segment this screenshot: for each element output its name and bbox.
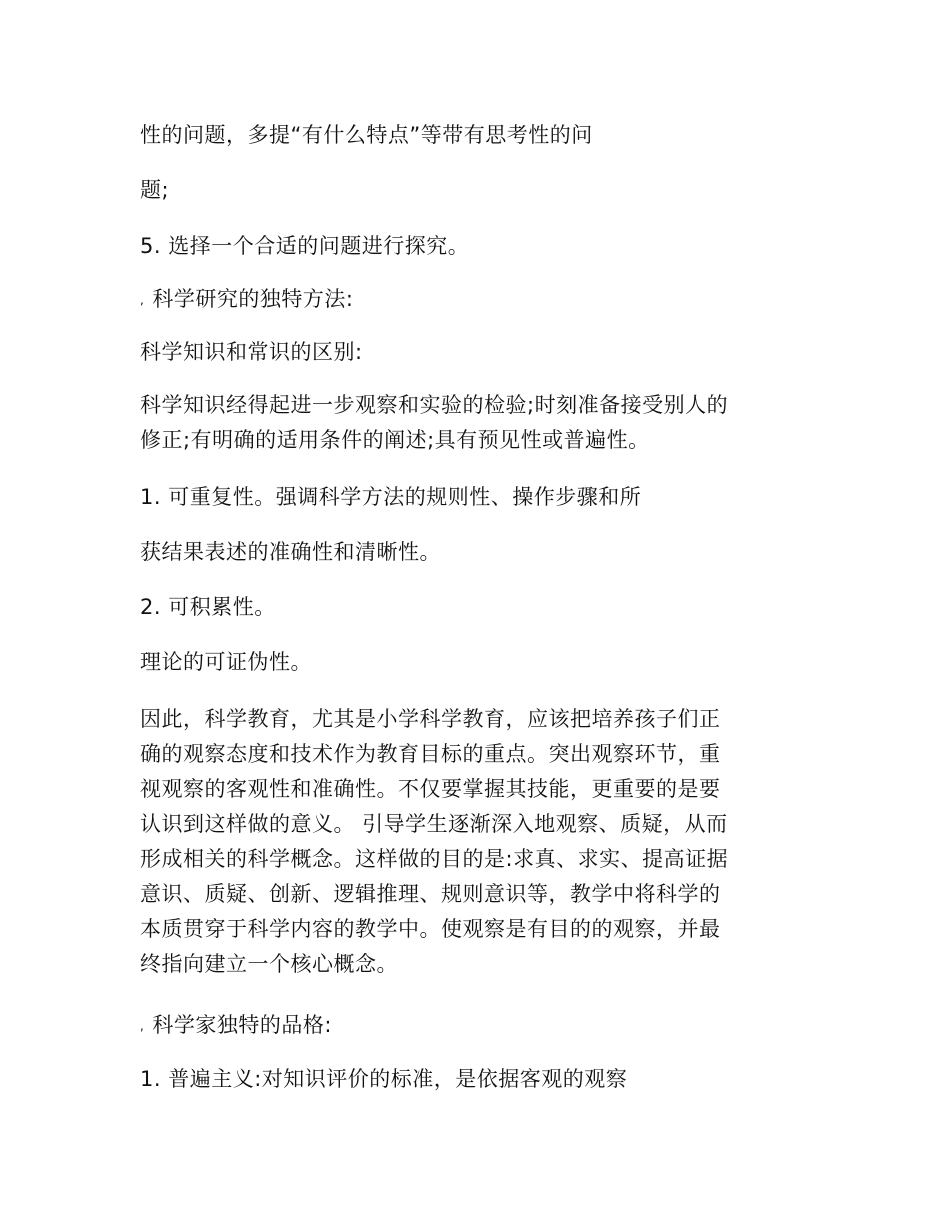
text-line: 终指向建立一个核心概念。: [140, 952, 398, 976]
paragraph-questions-end: 题;: [140, 178, 170, 202]
paragraph-science-education: [140, 702, 820, 982]
heading-scientific-method: [140, 282, 820, 318]
list-item-1-repeatability: 1. 可重复性。强调科学方法的规则性、操作步骤和所: [140, 485, 642, 509]
subheading-knowledge-difference: 科学知识和常识的区别:: [140, 340, 363, 364]
paragraph-falsifiability: 理论的可证伪性。: [140, 650, 312, 674]
paragraph-questions-continued: 性的问题，多提“有什么特点”等带有思考性的问: [140, 123, 593, 147]
text-line: 因此，科学教育，尤其是小学科学教育，应该把培养孩子们正: [140, 707, 721, 731]
text-line: 确的观察态度和技术作为教育目标的重点。突出观察环节，重: [140, 742, 721, 766]
text-line: 形成相关的科学概念。这样做的目的是:求真、求实、提高证据: [140, 847, 729, 871]
bullet-mark: ,: [140, 1018, 145, 1033]
text-line: 认识到这样做的意义。 引导学生逐渐深入地观察、质疑，从而: [140, 812, 728, 836]
heading-text: 科学研究的独特方法:: [152, 287, 354, 311]
paragraph-knowledge-traits: [140, 388, 820, 458]
bullet-mark: ,: [140, 292, 145, 307]
text-line: 视观察的客观性和准确性。不仅要掌握其技能，更重要的是要: [140, 777, 721, 801]
heading-scientist-traits: [140, 1008, 820, 1044]
heading-text: 科学家独特的品格:: [152, 1013, 332, 1037]
list-item-1-universalism: 1. 普遍主义:对知识评价的标准，是依据客观的观察: [140, 1067, 628, 1091]
paragraph-repeatability-continued: 获结果表述的准确性和清晰性。: [140, 540, 441, 564]
list-item-5: 5. 选择一个合适的问题进行探究。: [140, 234, 470, 258]
text-line: 本质贯穿于科学内容的教学中。使观察是有目的的观察，并最: [140, 917, 721, 941]
text-line: 修正;有明确的适用条件的阐述;具有预见性或普遍性。: [140, 428, 650, 452]
text-line: 意识、质疑、创新、逻辑推理、规则意识等，教学中将科学的: [140, 882, 721, 906]
text-line: 科学知识经得起进一步观察和实验的检验;时刻准备接受别人的: [140, 393, 729, 417]
list-item-2-accumulation: 2. 可积累性。: [140, 595, 276, 619]
